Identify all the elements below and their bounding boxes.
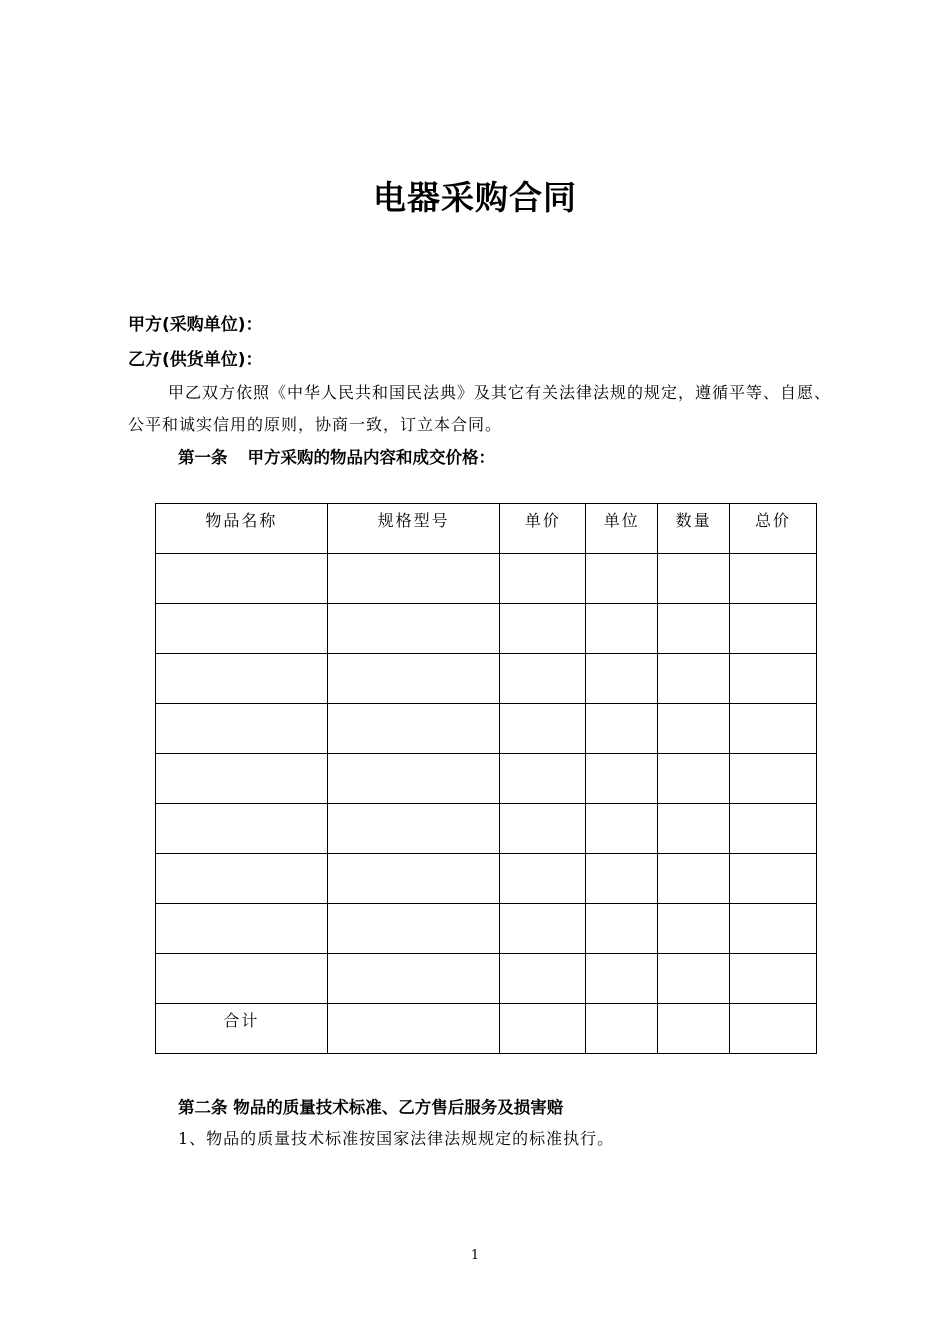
table-cell [156, 554, 328, 604]
party-b-line: 乙方(供货单位)： [128, 350, 263, 370]
table-cell [730, 954, 817, 1004]
table-cell [658, 854, 730, 904]
table-cell [658, 1004, 730, 1054]
article-2-clause-1: 1、物品的质量技术标准按国家法律法规规定的标准执行。 [178, 1129, 615, 1148]
page-number: 1 [470, 1248, 480, 1263]
table-cell [658, 604, 730, 654]
total-label-cell: 合计 [156, 1004, 328, 1054]
table-total-row [156, 1004, 817, 1054]
table-cell [586, 804, 658, 854]
article-2-heading [178, 1094, 563, 1118]
header-unit-price: 单价 [500, 504, 586, 554]
table-row [156, 954, 817, 1004]
article-2-title: 物品的质量技术标准、乙方售后服务及损害赔 [233, 1098, 564, 1117]
table-cell [586, 754, 658, 804]
table-cell [658, 654, 730, 704]
table-cell [500, 854, 586, 904]
header-spec-model: 规格型号 [327, 504, 500, 554]
table-cell [730, 854, 817, 904]
table-cell [586, 854, 658, 904]
table-cell [500, 654, 586, 704]
table-cell [586, 704, 658, 754]
table-cell [156, 804, 328, 854]
table-cell [586, 604, 658, 654]
table-cell [500, 1004, 586, 1054]
table-cell [156, 754, 328, 804]
article-2-number: 第二条 [178, 1098, 228, 1117]
table-cell [327, 1004, 500, 1054]
table-cell [730, 904, 817, 954]
table-cell [156, 954, 328, 1004]
header-total-price: 总价 [730, 504, 817, 554]
table-row [156, 554, 817, 604]
table-cell [156, 704, 328, 754]
table-cell [156, 904, 328, 954]
intro-paragraph: 甲乙双方依照《中华人民共和国民法典》及其它有关法律法规的规定，遵循平等、自愿、公平和诚实信用的原则，协商一致，订立本合同。 [128, 383, 832, 434]
table-cell [327, 804, 500, 854]
table-cell [156, 854, 328, 904]
table-cell [327, 754, 500, 804]
table-row [156, 804, 817, 854]
table-cell [500, 554, 586, 604]
table-cell [500, 804, 586, 854]
table-cell [658, 904, 730, 954]
table-cell [327, 854, 500, 904]
article-1-number: 第一条 [178, 448, 228, 467]
items-table [155, 503, 817, 1054]
table-cell [586, 954, 658, 1004]
table-row [156, 754, 817, 804]
table-cell [500, 704, 586, 754]
contract-title: 电器采购合同 [373, 178, 577, 217]
table-cell [586, 554, 658, 604]
table-cell [156, 604, 328, 654]
table-cell [500, 904, 586, 954]
table-cell [586, 654, 658, 704]
table-cell [658, 804, 730, 854]
table-cell [730, 604, 817, 654]
header-item-name: 物品名称 [156, 504, 328, 554]
header-unit: 单位 [586, 504, 658, 554]
article-1-heading [178, 444, 495, 468]
header-quantity: 数量 [658, 504, 730, 554]
table-cell [586, 904, 658, 954]
table-row [156, 904, 817, 954]
table-cell [658, 704, 730, 754]
article-1-title: 甲方采购的物品内容和成交价格： [247, 448, 495, 467]
table-cell [500, 954, 586, 1004]
table-cell [658, 954, 730, 1004]
table-header-row [156, 504, 817, 554]
table-row [156, 654, 817, 704]
table-cell [730, 1004, 817, 1054]
party-a-line: 甲方(采购单位)： [128, 315, 263, 335]
table-cell [327, 954, 500, 1004]
table-cell [327, 604, 500, 654]
table-cell [730, 654, 817, 704]
table-cell [327, 654, 500, 704]
table-cell [658, 554, 730, 604]
table-cell [500, 604, 586, 654]
table-cell [327, 704, 500, 754]
table-cell [156, 654, 328, 704]
table-row [156, 854, 817, 904]
table-cell [730, 804, 817, 854]
table-cell [500, 754, 586, 804]
table-cell [730, 704, 817, 754]
table-row [156, 704, 817, 754]
table-cell [730, 754, 817, 804]
table-row [156, 604, 817, 654]
table-cell [658, 754, 730, 804]
table-cell [327, 554, 500, 604]
table-cell [730, 554, 817, 604]
table-cell [586, 1004, 658, 1054]
table-cell [327, 904, 500, 954]
